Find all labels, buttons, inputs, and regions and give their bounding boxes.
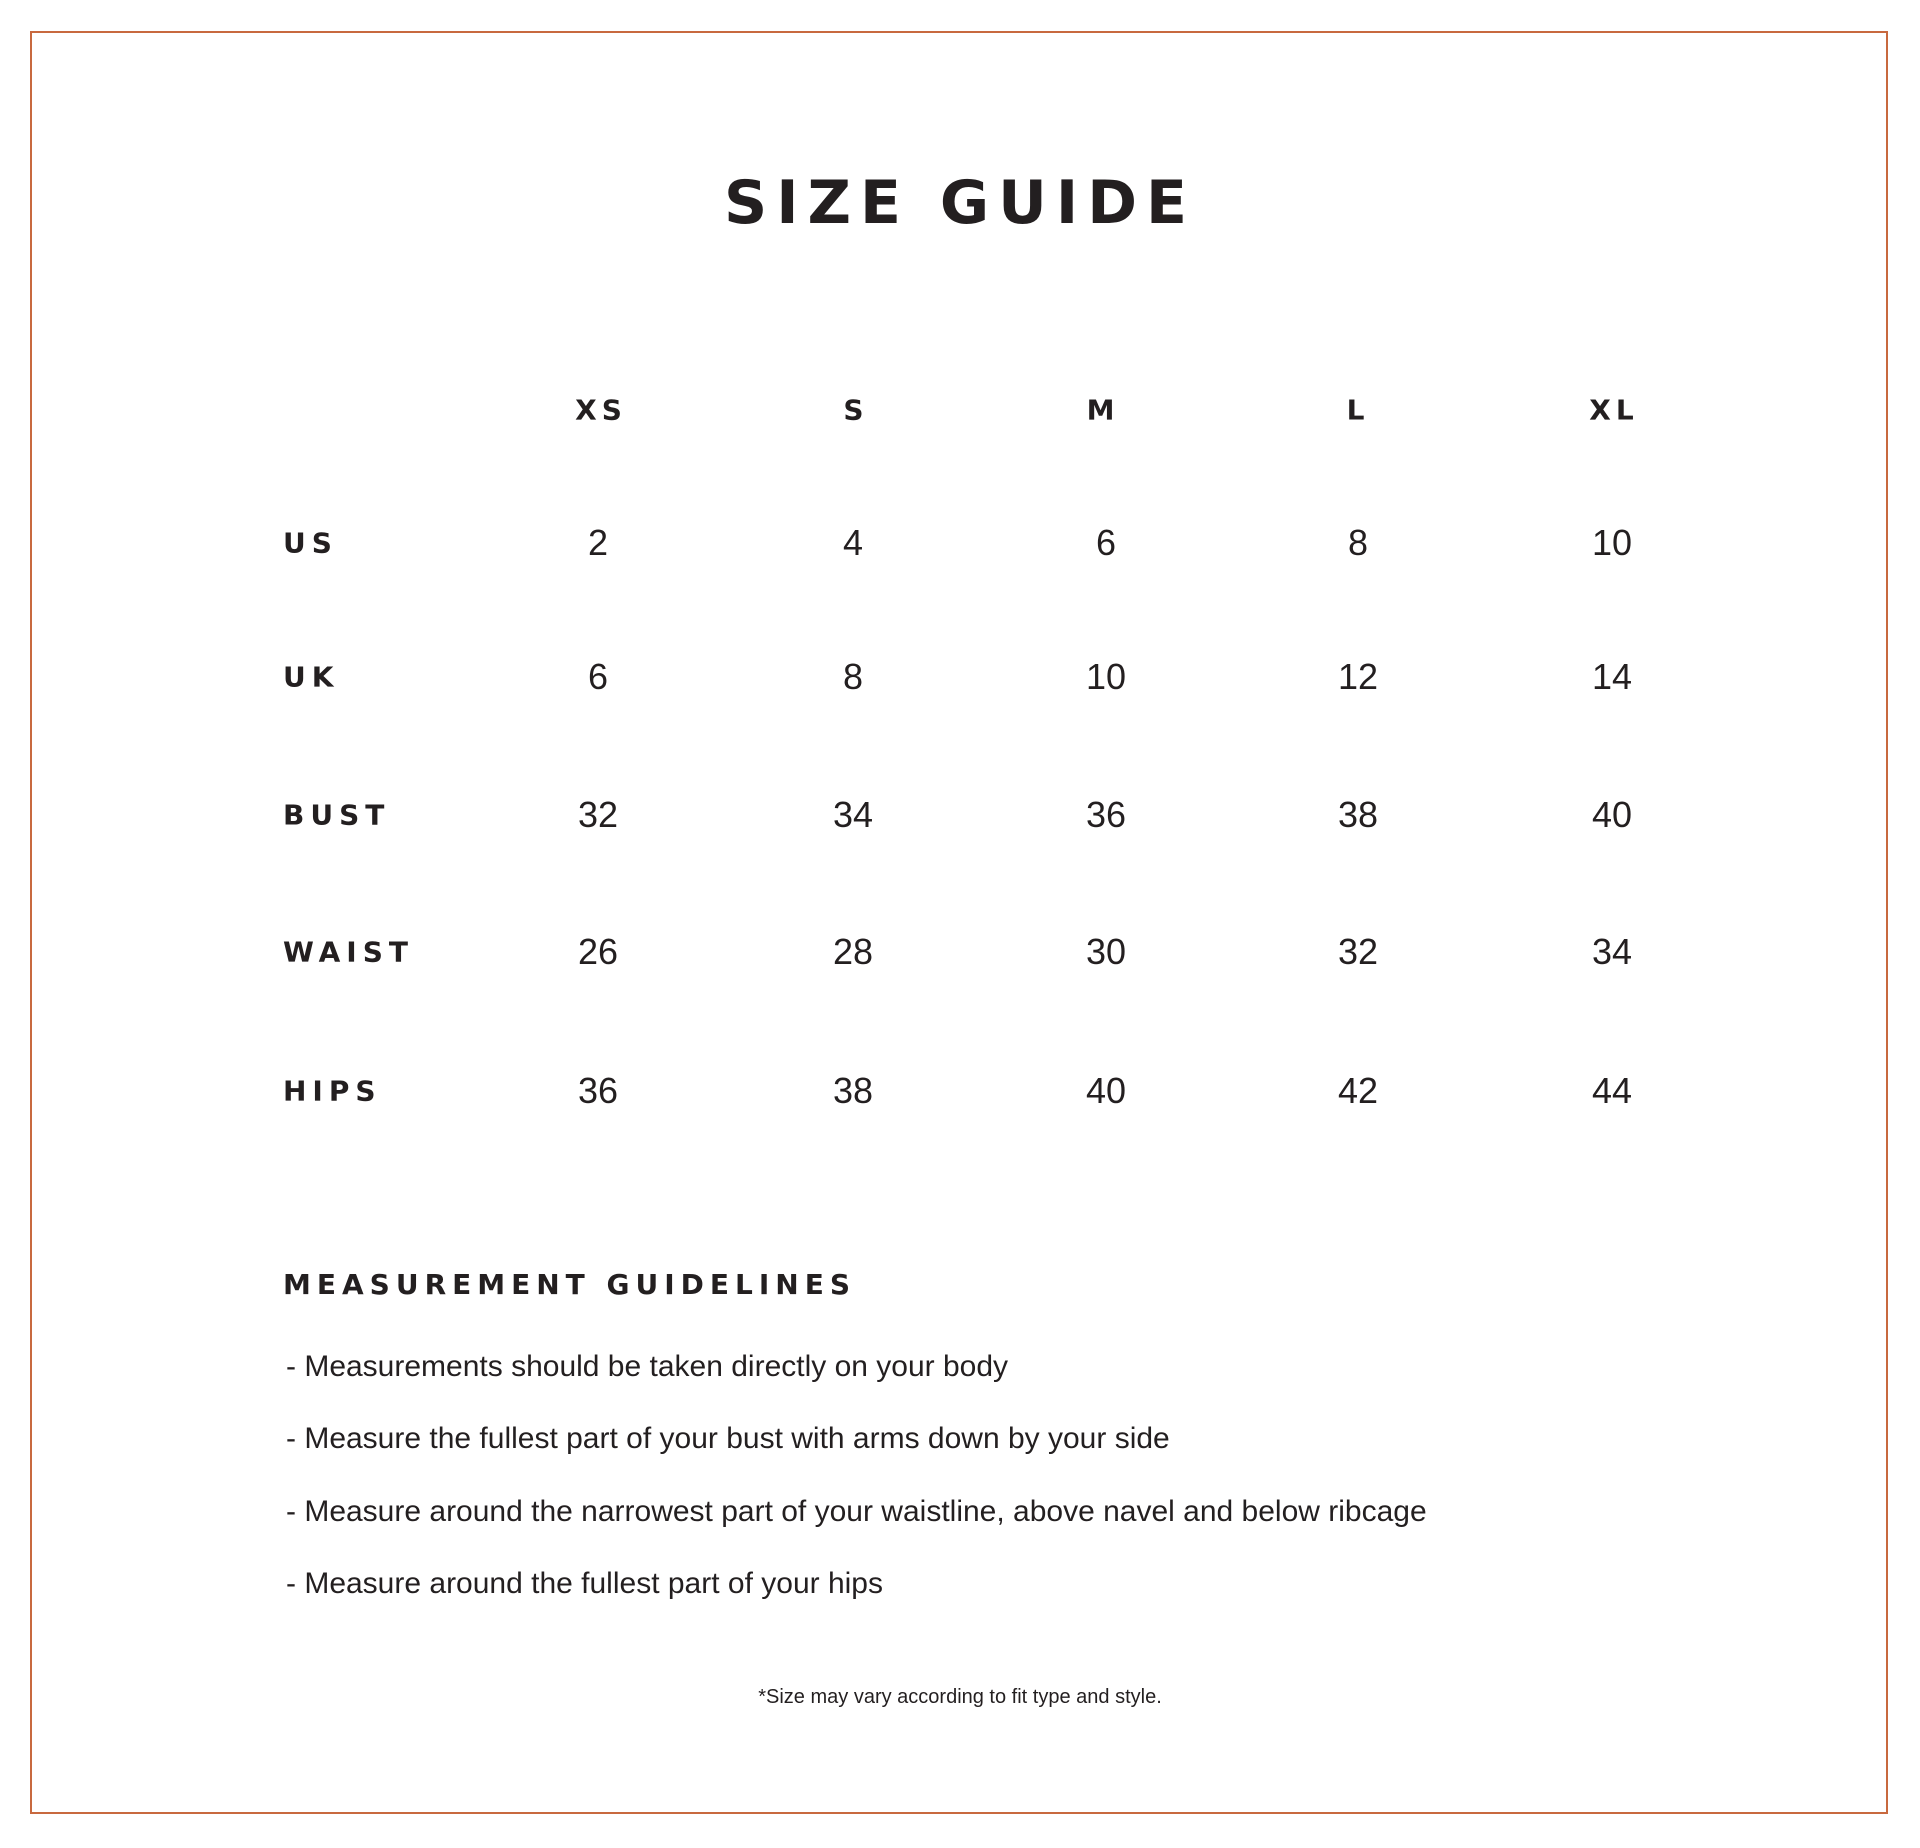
table-cell: 30 xyxy=(1085,931,1127,972)
table-cell: 44 xyxy=(1591,1070,1633,1111)
table-cell: 8 xyxy=(842,656,864,697)
table-cell: 36 xyxy=(577,1070,619,1111)
table-cell: 40 xyxy=(1085,1070,1127,1111)
table-cell: 10 xyxy=(1591,522,1633,563)
column-header-s: S xyxy=(843,393,869,427)
table-cell: 26 xyxy=(577,931,619,972)
column-header-xs: XS xyxy=(575,393,627,427)
table-cell: 10 xyxy=(1085,656,1127,697)
row-label-waist: WAIST xyxy=(283,935,414,969)
page-border xyxy=(30,31,1888,1814)
table-cell: 6 xyxy=(587,656,609,697)
table-cell: 34 xyxy=(1591,931,1633,972)
table-cell: 6 xyxy=(1095,522,1117,563)
table-cell: 42 xyxy=(1337,1070,1379,1111)
table-cell: 32 xyxy=(577,794,619,835)
row-label-us: US xyxy=(283,526,338,560)
table-cell: 14 xyxy=(1591,656,1633,697)
table-cell: 2 xyxy=(587,522,609,563)
table-cell: 34 xyxy=(832,794,874,835)
page-title: SIZE GUIDE xyxy=(723,168,1196,238)
row-label-uk: UK xyxy=(283,660,340,694)
table-cell: 40 xyxy=(1591,794,1633,835)
table-cell: 38 xyxy=(832,1070,874,1111)
guideline-item: - Measurements should be taken directly on your body xyxy=(286,1350,1009,1383)
column-header-xl: XL xyxy=(1589,393,1639,427)
row-label-bust: BUST xyxy=(283,798,391,832)
guideline-item: - Measure around the fullest part of your hips xyxy=(286,1567,883,1600)
table-cell: 38 xyxy=(1337,794,1379,835)
column-header-l: L xyxy=(1346,393,1370,427)
column-header-m: M xyxy=(1086,393,1120,427)
table-cell: 8 xyxy=(1347,522,1369,563)
table-cell: 12 xyxy=(1337,656,1379,697)
row-label-hips: HIPS xyxy=(283,1074,382,1108)
table-cell: 32 xyxy=(1337,931,1379,972)
table-cell: 4 xyxy=(842,522,864,563)
footnote: *Size may vary according to fit type and style. xyxy=(758,1686,1162,1708)
guideline-item: - Measure the fullest part of your bust with arms down by your side xyxy=(286,1422,1170,1455)
guideline-item: - Measure around the narrowest part of your waistline, above navel and below ribcage xyxy=(286,1495,1427,1528)
guidelines-heading: MEASUREMENT GUIDELINES xyxy=(283,1268,857,1301)
table-cell: 36 xyxy=(1085,794,1127,835)
table-cell: 28 xyxy=(832,931,874,972)
